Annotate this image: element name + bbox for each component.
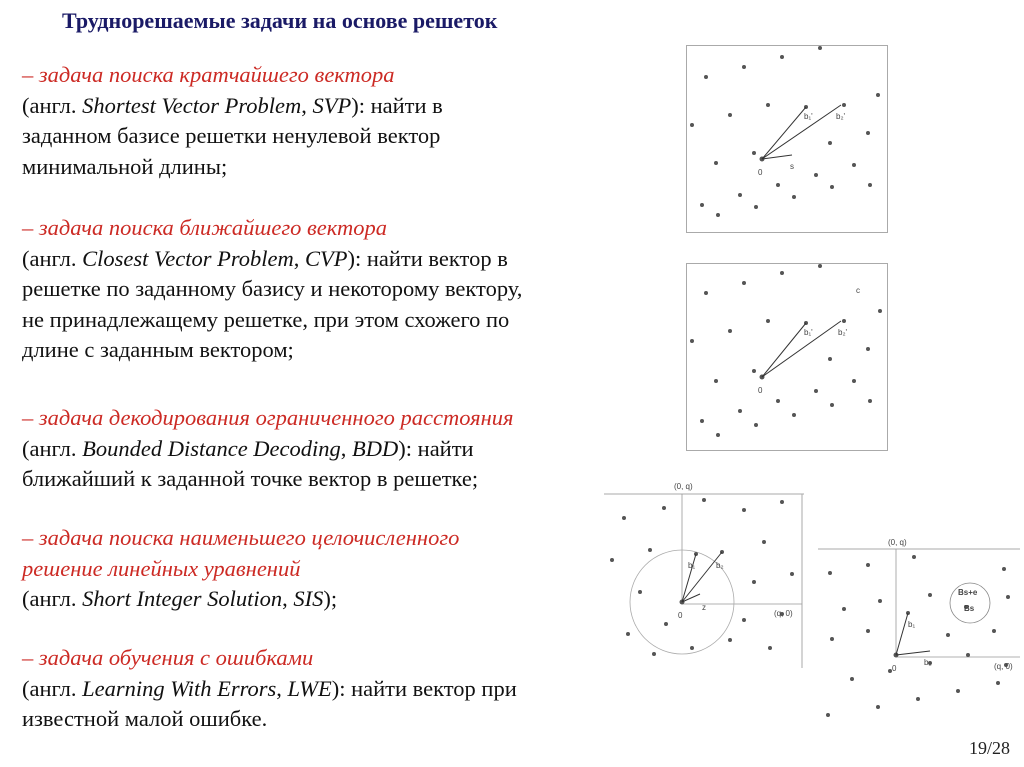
problem-text-line: не принадлежащему решетке, при этом схожего по — [22, 306, 510, 332]
right-label: (q, 0) — [774, 609, 793, 618]
problem-name: – задача обучения с ошибками — [22, 645, 314, 670]
b1-label: b₁' — [804, 112, 813, 121]
problem-text-line: известной малой ошибке. — [22, 706, 268, 731]
problem-text-line: ближайший к заданной точке вектор в решетке; — [22, 466, 479, 491]
problem-bdd — [22, 403, 514, 495]
top-label: (0, q) — [888, 538, 907, 547]
origin-label: 0 — [892, 664, 897, 673]
problem-text-line: минимальной длины; — [22, 153, 228, 179]
page-number: 19/28 — [968, 738, 1010, 758]
problem-name: – задача поиска ближайшего вектора — [22, 215, 387, 240]
origin-label: 0 — [758, 386, 763, 395]
problem-cvp — [22, 213, 522, 366]
lwe-lattice-figure — [818, 535, 1020, 730]
origin-label: 0 — [678, 611, 683, 620]
problem-english: (англ. Closest Vector Problem, CVP): найти вектор в — [22, 245, 508, 271]
cvp-lattice-figure — [686, 263, 888, 451]
problem-name-cont: решение линейных уравнений — [22, 555, 301, 581]
b2-label: b₂' — [838, 328, 848, 337]
s-label: s — [790, 162, 794, 171]
problem-text-line: заданном базисе решетки ненулевой вектор — [22, 123, 441, 148]
problem-svp — [22, 60, 443, 182]
b1-label: b₁ — [688, 561, 696, 570]
problem-english: (англ. Bounded Distance Decoding, BDD): найти — [22, 435, 474, 461]
problem-english: (англ. Short Integer Solution, SIS); — [22, 586, 338, 611]
problem-name: – задача декодирования ограниченного расстояния — [22, 405, 514, 430]
problem-text-line: решетке по заданному базису и некоторому вектору, — [22, 276, 523, 301]
b2-label: b₂' — [836, 112, 846, 121]
problem-lwe — [22, 643, 517, 735]
b2-label: b₂ — [924, 658, 932, 667]
problem-text-line: длине с заданным вектором; — [22, 337, 294, 362]
top-label: (0, q) — [674, 482, 693, 491]
bdd-lattice-figure — [604, 478, 804, 673]
problem-english: (англ. Shortest Vector Problem, SVP): найти в — [22, 92, 443, 118]
c-label: c — [856, 286, 860, 295]
b1-label: b₁' — [804, 328, 813, 337]
bse-label: Bs+e — [958, 588, 978, 597]
b1-label: b₁ — [908, 620, 916, 629]
problem-english: (англ. Learning With Errors, LWE): найти вектор при — [22, 675, 517, 701]
z-label: z — [702, 603, 706, 612]
right-label: (q, 0) — [994, 662, 1013, 671]
slide-title: Труднорешаемые задачи на основе решеток — [62, 8, 498, 33]
origin-label: 0 — [758, 168, 763, 177]
bs-label: Bs — [964, 604, 975, 613]
svp-lattice-figure — [686, 45, 888, 233]
problem-sis — [22, 523, 459, 615]
b2-label: b₂ — [716, 561, 724, 570]
problem-name: – задача поиска кратчайшего вектора — [22, 62, 395, 87]
problem-name: – задача поиска наименьшего целочисленного — [22, 525, 460, 550]
